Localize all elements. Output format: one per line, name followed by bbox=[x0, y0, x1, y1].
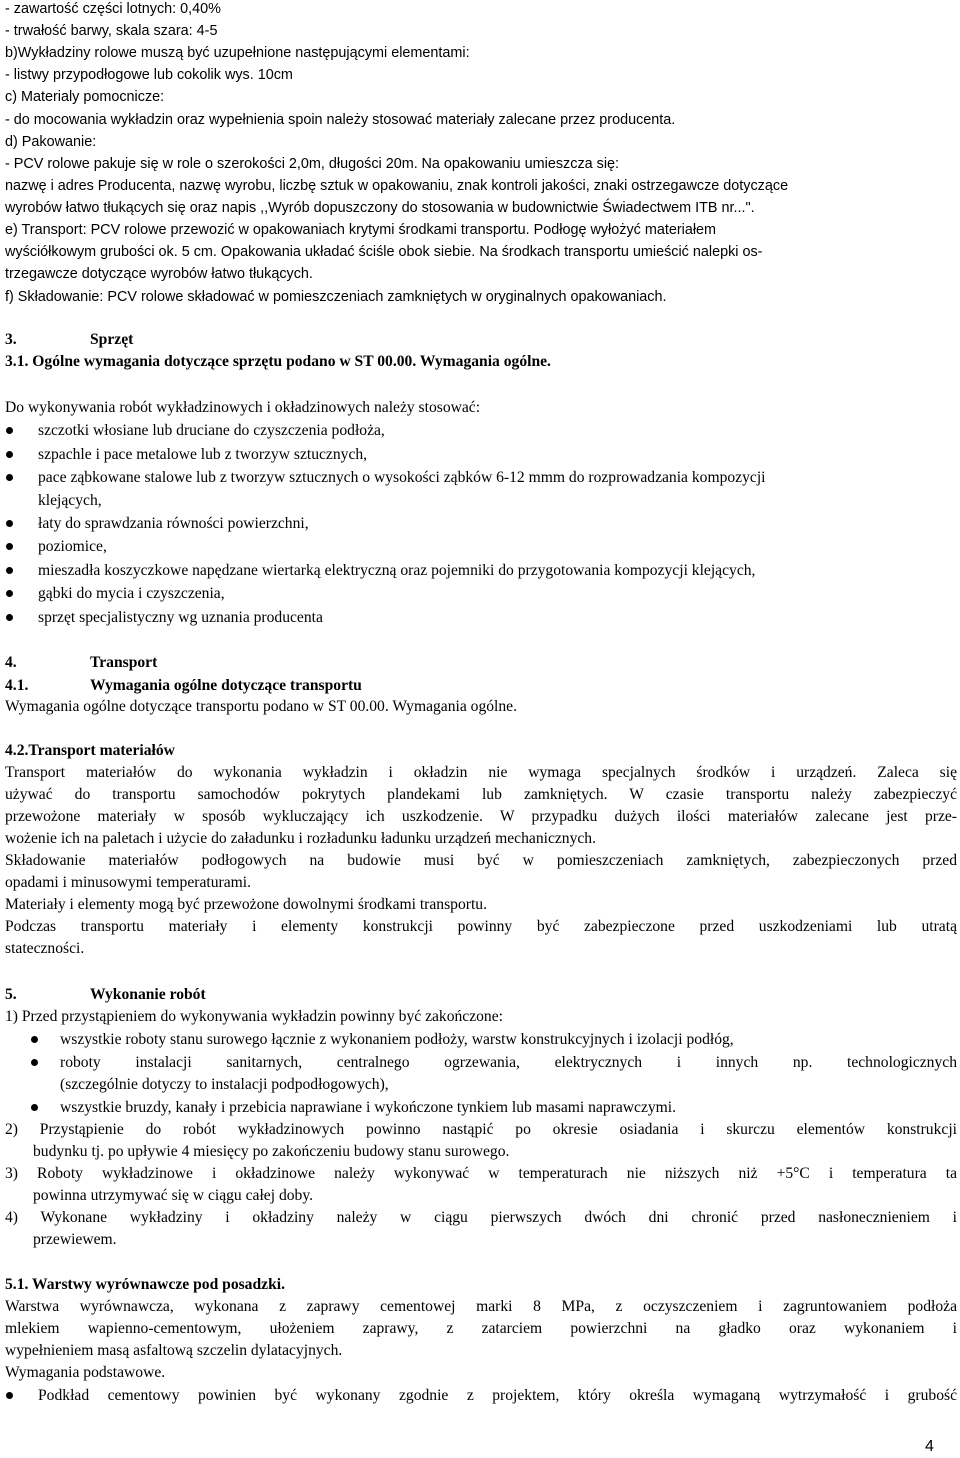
subsection-heading: 3.1. Ogólne wymagania dotyczące sprzętu podano w ST 00.00. Wymagania ogólne. bbox=[5, 353, 551, 370]
list-item: szczotki włosiane lub druciane do czyszczenia podłoża, bbox=[38, 422, 385, 439]
bullet-icon bbox=[6, 567, 13, 574]
bullet-icon bbox=[31, 1104, 38, 1111]
text-line: b)Wykładziny rolowe muszą być uzupełnione następującymi elementami: bbox=[5, 45, 470, 61]
text-line: przewożone materiały w sposób wykluczający ich uszkodzenie. W przypadku dużych ilości materiałów zalecane jest prze- bbox=[5, 808, 957, 825]
text-line: - do mocowania wykładzin oraz wypełnienia spoin należy stosować materiały zalecane przez producenta. bbox=[5, 112, 676, 128]
text-span: Na środkach transportu umieścić nalepki os- bbox=[479, 244, 763, 260]
list-item: poziomice, bbox=[38, 538, 107, 555]
text-line bbox=[5, 155, 619, 174]
text-span: wyściółkowym grubości ok. 5 cm. bbox=[5, 244, 217, 260]
text-span: Opakowania układać ściśle obok siebie. bbox=[220, 244, 476, 260]
text-line: mlekiem wapienno-cementowym, ułożeniem zaprawy, z zatarciem powierzchni na gładko oraz wykonaniem i bbox=[5, 1320, 957, 1337]
text-span: Podłogę wyłożyć materiałem bbox=[533, 222, 717, 238]
text-line: opadami i minusowymi temperaturami. bbox=[5, 874, 251, 891]
text-line: c) Materialy pomocnicze: bbox=[5, 89, 165, 105]
text-span: e) Transport: PCV rolowe przewozić w opakowaniach krytymi środkami transportu. bbox=[5, 222, 530, 238]
text-line: Składowanie materiałów podłogowych na budowie musi być w pomieszczeniach zamkniętych, zabezpieczonych przed bbox=[5, 852, 957, 869]
text-line: 2) Przystąpienie do robót wykładzinowych powinno nastąpić po okresie osiadania i skurczu elementów konstrukcji bbox=[5, 1121, 957, 1138]
subsection-heading: 5.1. Warstwy wyrównawcze pod posadzki. bbox=[5, 1276, 285, 1293]
text-line: - trwałość barwy, skala szara: 4-5 bbox=[5, 23, 218, 39]
text-line: nazwę i adres Producenta, nazwę wyrobu, liczbę sztuk w opakowaniu, znak kontroli jakości, znaki ostrzegawcze dotyczące bbox=[5, 178, 789, 194]
text-line: 1) Przed przystąpieniem do wykonywania wykładzin powinny być zakończone: bbox=[5, 1008, 503, 1025]
text-line: wyrobów łatwo tłukących się oraz napis ,,Wyrób dopuszczony do stosowania w budownictwie Świadectwem ITB nr...". bbox=[5, 200, 755, 216]
text-line: stateczności. bbox=[5, 940, 85, 957]
text-line: f) Składowanie: PCV rolowe składować w pomieszczeniach zamkniętych w oryginalnych opakowaniach. bbox=[5, 289, 667, 305]
text-line: - zawartość części lotnych: 0,40% bbox=[5, 1, 221, 17]
list-item: mieszadła koszyczkowe napędzane wiertarką elektryczną oraz pojemniki do przygotowania kompozycji klejących, bbox=[38, 562, 756, 579]
text-line: Transport materiałów do wykonania wykładzin i okładzin nie wymaga specjalnych środków i urządzeń. Zaleca się bbox=[5, 764, 957, 781]
list-item: łaty do sprawdzania równości powierzchni, bbox=[38, 515, 309, 532]
list-item: wszystkie roboty stanu surowego łącznie z wykonaniem podłoży, warstw konstrukcyjnych i izolacji podłóg, bbox=[60, 1031, 734, 1048]
section-heading: Wykonanie robót bbox=[90, 986, 206, 1003]
text-line bbox=[5, 243, 762, 262]
text-line: Wymagania podstawowe. bbox=[5, 1364, 166, 1381]
text-line: 4) Wykonane wykładziny i okładziny należy w ciągu pierwszych dwóch dni chronić przed nasłonecznieniem i bbox=[5, 1209, 957, 1226]
bullet-icon bbox=[31, 1059, 38, 1066]
text-line: Do wykonywania robót wykładzinowych i okładzinowych należy stosować: bbox=[5, 399, 481, 416]
text-line: Materiały i elementy mogą być przewożone dowolnymi środkami transportu. bbox=[5, 896, 487, 913]
page-number: 4 bbox=[925, 1438, 934, 1455]
text-line: Warstwa wyrównawcza, wykonana z zaprawy cementowej marki 8 MPa, z oczyszczeniem i zagruntowaniem podłoża bbox=[5, 1298, 957, 1315]
text-line bbox=[5, 221, 716, 240]
list-item: szpachle i pace metalowe lub z tworzyw sztucznych, bbox=[38, 446, 368, 463]
bullet-icon bbox=[6, 474, 13, 481]
list-item-continuation: klejących, bbox=[38, 492, 102, 509]
subsection-number: 4.1. bbox=[5, 677, 29, 694]
text-span: Na opakowaniu umieszcza się: bbox=[421, 156, 620, 172]
text-span: - PCV rolowe pakuje się w role o szerokości 2,0m, długości 20m. bbox=[5, 156, 418, 172]
text-line: Podczas transportu materiały i elementy konstrukcji powinny być zabezpieczone przed uszkodzeniami lub utratą bbox=[5, 918, 957, 935]
bullet-icon bbox=[6, 427, 13, 434]
text-line: Wymagania ogólne dotyczące transportu podano w ST 00.00. Wymagania ogólne. bbox=[5, 698, 518, 715]
text-line: wypełnieniem masą asfaltową szczelin dylatacyjnych. bbox=[5, 1342, 343, 1359]
list-item: gąbki do mycia i czyszczenia, bbox=[38, 585, 225, 602]
text-line: wożenie ich na paletach i użycie do załadunku i rozładunku ładunku urządzeń mechanicznych. bbox=[5, 830, 597, 847]
bullet-icon bbox=[6, 614, 13, 621]
text-line: - listwy przypodłogowe lub cokolik wys. 10cm bbox=[5, 67, 293, 83]
bullet-icon bbox=[6, 1392, 13, 1399]
list-item: wszystkie bruzdy, kanały i przebicia naprawiane i wykończone tynkiem lub masami naprawczymi. bbox=[60, 1099, 677, 1116]
subsection-heading: Wymagania ogólne dotyczące transportu bbox=[90, 677, 362, 694]
list-item: sprzęt specjalistyczny wg uznania producenta bbox=[38, 609, 323, 626]
text-line: powinna utrzymywać się w ciągu całej doby. bbox=[33, 1187, 314, 1204]
section-heading: Transport bbox=[90, 654, 158, 671]
bullet-icon bbox=[6, 451, 13, 458]
section-heading: Sprzęt bbox=[90, 331, 134, 348]
text-line: 3) Roboty wykładzinowe i okładzinowe należy wykonywać w temperaturach nie niższych niż +5°C i temperatura ta bbox=[5, 1165, 957, 1182]
list-item-continuation: (szczególnie dotyczy to instalacji podpodłogowych), bbox=[60, 1076, 389, 1093]
bullet-icon bbox=[6, 543, 13, 550]
section-number: 3. bbox=[5, 331, 17, 348]
bullet-icon bbox=[6, 520, 13, 527]
bullet-icon bbox=[6, 590, 13, 597]
section-number: 4. bbox=[5, 654, 17, 671]
text-line: d) Pakowanie: bbox=[5, 134, 97, 150]
subsection-heading: 4.2.Transport materiałów bbox=[5, 742, 175, 759]
section-number: 5. bbox=[5, 986, 17, 1003]
text-line: używać do transportu samochodów pokrytych plandekami lub zamkniętych. W czasie transportu należy zabezpieczyć bbox=[5, 786, 957, 803]
list-item: Podkład cementowy powinien być wykonany zgodnie z projektem, który określa wymaganą wytrzymałość i grubość bbox=[38, 1387, 957, 1404]
bullet-icon bbox=[31, 1036, 38, 1043]
list-item: roboty instalacji sanitarnych, centralnego ogrzewania, elektrycznych i innych np. technologicznych bbox=[60, 1054, 957, 1071]
text-line: przewiewem. bbox=[33, 1231, 117, 1248]
text-line: trzegawcze dotyczące wyrobów łatwo tłukących. bbox=[5, 266, 313, 282]
list-item: pace ząbkowane stalowe lub z tworzyw sztucznych o wysokości ząbków 6-12 mmm do rozprowadzania kompozycji bbox=[38, 469, 766, 486]
text-line: budynku tj. po upływie 4 miesięcy po zakończeniu budowy stanu surowego. bbox=[33, 1143, 510, 1160]
